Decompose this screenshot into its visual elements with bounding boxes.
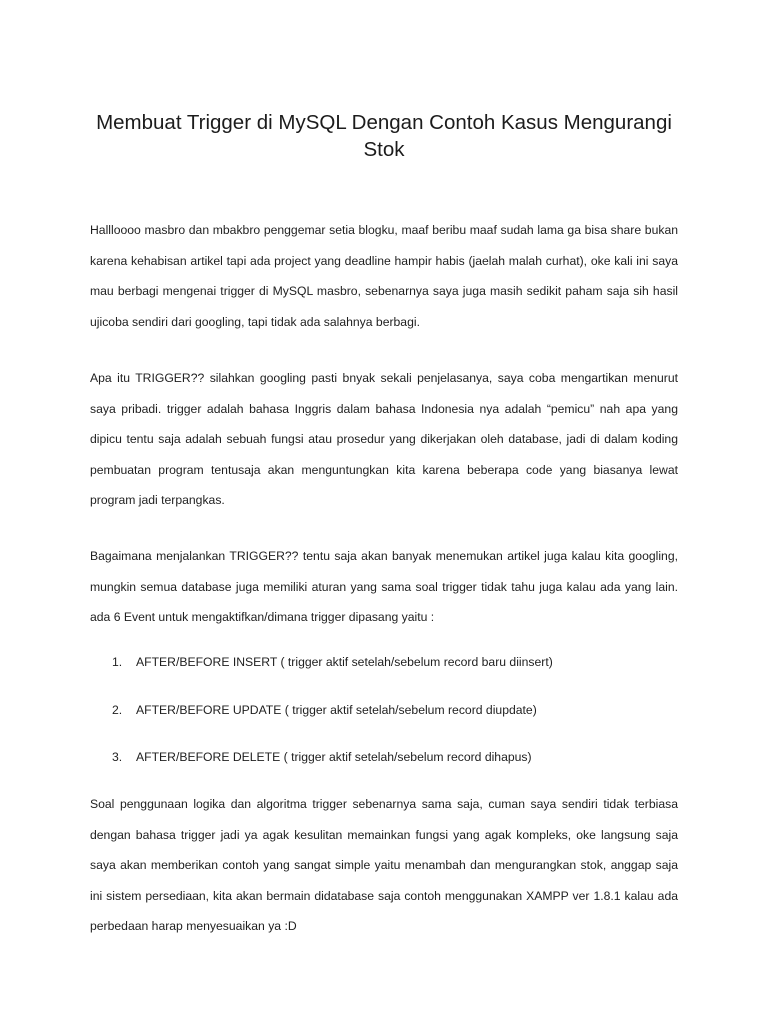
list-item-text: AFTER/BEFORE DELETE ( trigger aktif setelah/sebelum record dihapus) bbox=[136, 750, 532, 764]
list-item-text: AFTER/BEFORE INSERT ( trigger aktif setelah/sebelum record baru diinsert) bbox=[136, 655, 553, 669]
list-item-number: 3. bbox=[112, 750, 123, 764]
document-title: Membuat Trigger di MySQL Dengan Contoh Kasus Mengurangi Stok bbox=[96, 111, 672, 161]
list-item-number: 1. bbox=[112, 655, 123, 669]
list-item bbox=[112, 648, 678, 696]
list-item bbox=[112, 743, 678, 791]
paragraph-example: Soal penggunaan logika dan algoritma trigger sebenarnya sama saja, cuman saya sendiri tidak terbiasa dengan bahasa trigger jadi ya agak kesulitan memainkan fungsi yang agak kompleks, oke langsung saja saya akan memberikan contoh yang sangat simple yaitu menambah dan mengurangkan stok, anggap saja ini sistem persediaan, kita akan bermain didatabase saja contoh menggunakan XAMPP ver 1.8.1 kalau ada perbedaan harap menyesuaikan ya :D bbox=[90, 797, 678, 933]
paragraph-intro: Hallloooo masbro dan mbakbro penggemar setia blogku, maaf beribu maaf sudah lama ga bisa share bukan karena kehabisan artikel tapi ada project yang deadline hampir habis (jaelah malah curhat), oke kali ini saya mau berbagi mengenai trigger di MySQL masbro, sebenarnya saya juga masih sedikit paham saja sih hasil ujicoba sendiri dari googling, tapi tidak ada salahnya berbagi. bbox=[90, 223, 678, 329]
list-item-text: AFTER/BEFORE UPDATE ( trigger aktif setelah/sebelum record diupdate) bbox=[136, 702, 537, 717]
event-list bbox=[112, 648, 678, 791]
list-item bbox=[112, 696, 678, 744]
paragraph-definition: Apa itu TRIGGER?? silahkan googling pasti bnyak sekali penjelasanya, saya coba mengartikan menurut saya pribadi. trigger adalah bahasa Inggris dalam bahasa Indonesia nya adalah “pemicu” nah apa yang dipicu tentu saja adalah sebuah fungsi atau prosedur yang dikerjakan oleh database, jadi di dalam koding pembuatan program tentusaja akan menguntungkan kita karena beberapa code yang biasanya lewat program jadi terpangkas. bbox=[90, 371, 678, 507]
paragraph-events: Bagaimana menjalankan TRIGGER?? tentu saja akan banyak menemukan artikel juga kalau kita googling, mungkin semua database juga memiliki aturan yang sama soal trigger tidak tahu juga kalau ada yang lain. ada 6 Event untuk mengaktifkan/dimana trigger dipasang yaitu : bbox=[90, 549, 678, 624]
list-item-number: 2. bbox=[112, 702, 123, 717]
